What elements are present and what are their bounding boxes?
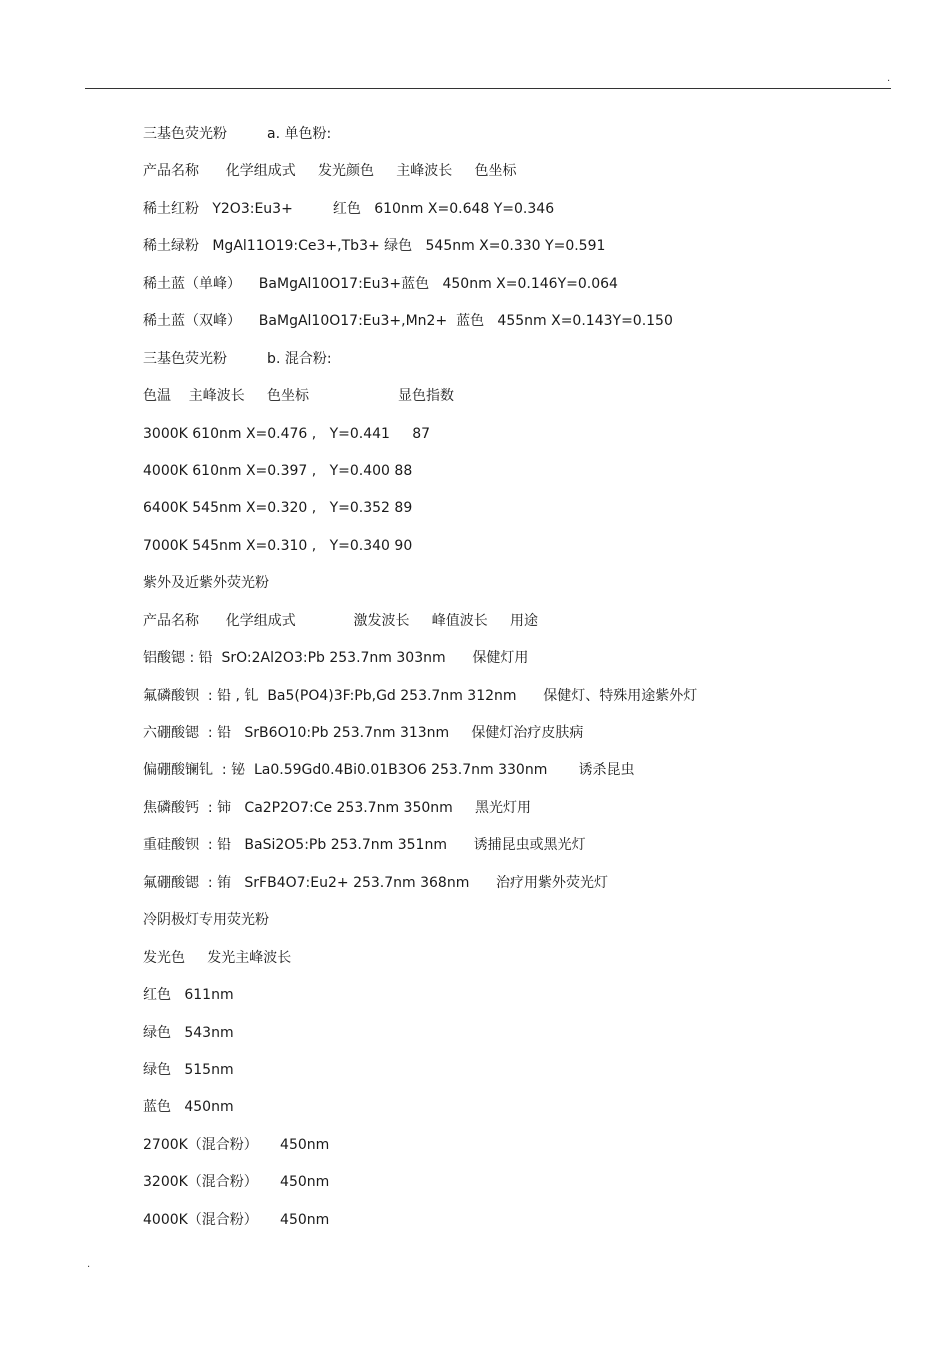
table-row: 红色 611nm bbox=[143, 987, 234, 1004]
table-row: 3200K（混合粉） 450nm bbox=[143, 1174, 330, 1191]
table-row: 稀土蓝（单峰） BaMgAl10O17:Eu3+蓝色 450nm X=0.146Y=0.064 bbox=[143, 275, 618, 292]
header-rule bbox=[85, 88, 891, 89]
section-heading-uv: 紫外及近紫外荧光粉 bbox=[143, 575, 269, 592]
bottom-left-mark: . bbox=[87, 1259, 91, 1270]
table-row: 稀土蓝（双峰） BaMgAl10O17:Eu3+,Mn2+ 蓝色 455nm X=0.143Y=0.150 bbox=[143, 313, 673, 330]
table-row: 绿色 543nm bbox=[143, 1024, 234, 1041]
table-row: 7000K 545nm X=0.310 , Y=0.340 90 bbox=[143, 537, 413, 554]
table-row: 4000K 610nm X=0.397 , Y=0.400 88 bbox=[143, 462, 413, 479]
table-row: 氟磷酸钡 : 铅 , 钆 Ba5(PO4)3F:Pb,Gd 253.7nm 312nm 保健灯、特殊用途紫外灯 bbox=[143, 687, 698, 704]
table-row: 稀土红粉 Y2O3:Eu3+ 红色 610nm X=0.648 Y=0.346 bbox=[143, 200, 555, 217]
section-heading-tricolor-single: 三基色荧光粉 a. 单色粉: bbox=[143, 126, 332, 142]
table-header-ccfl: 发光色 发光主峰波长 bbox=[143, 949, 292, 966]
section-heading-tricolor-mixed: 三基色荧光粉 b. 混合粉: bbox=[143, 350, 332, 367]
table-row: 3000K 610nm X=0.476 , Y=0.441 87 bbox=[143, 425, 431, 442]
table-row: 6400K 545nm X=0.320 , Y=0.352 89 bbox=[143, 500, 413, 517]
table-row: 氟硼酸锶 : 铕 SrFB4O7:Eu2+ 253.7nm 368nm 治疗用紫外荧光灯 bbox=[143, 874, 609, 891]
table-row: 六硼酸锶 : 铅 SrB6O10:Pb 253.7nm 313nm 保健灯治疗皮肤病 bbox=[143, 725, 584, 741]
top-right-mark: . bbox=[887, 73, 891, 84]
table-row: 4000K（混合粉） 450nm bbox=[143, 1211, 330, 1228]
table-row: 重硅酸钡 : 铅 BaSi2O5:Pb 253.7nm 351nm 诱捕昆虫或黑光灯 bbox=[143, 837, 586, 854]
table-header-single-powder: 产品名称 化学组成式 发光颜色 主峰波长 色坐标 bbox=[143, 163, 517, 180]
document-body bbox=[143, 124, 903, 1247]
table-row: 蓝色 450nm bbox=[143, 1099, 234, 1116]
table-row: 2700K（混合粉） 450nm bbox=[143, 1136, 330, 1153]
table-row: 稀土绿粉 MgAl11O19:Ce3+,Tb3+ 绿色 545nm X=0.330 Y=0.591 bbox=[143, 238, 606, 255]
table-header-uv: 产品名称 化学组成式 激发波长 峰值波长 用途 bbox=[143, 612, 539, 629]
table-row: 绿色 515nm bbox=[143, 1061, 234, 1078]
table-row: 偏硼酸镧钆 : 铋 La0.59Gd0.4Bi0.01B3O6 253.7nm 330nm 诱杀昆虫 bbox=[143, 762, 635, 779]
section-heading-ccfl: 冷阴极灯专用荧光粉 bbox=[143, 912, 269, 929]
table-row: 焦磷酸钙 : 铈 Ca2P2O7:Ce 253.7nm 350nm 黑光灯用 bbox=[143, 799, 532, 816]
table-header-mixed-powder: 色温 主峰波长 色坐标 显色指数 bbox=[143, 388, 455, 405]
table-row: 铝酸锶 : 铅 SrO:2Al2O3:Pb 253.7nm 303nm 保健灯用 bbox=[143, 650, 529, 667]
